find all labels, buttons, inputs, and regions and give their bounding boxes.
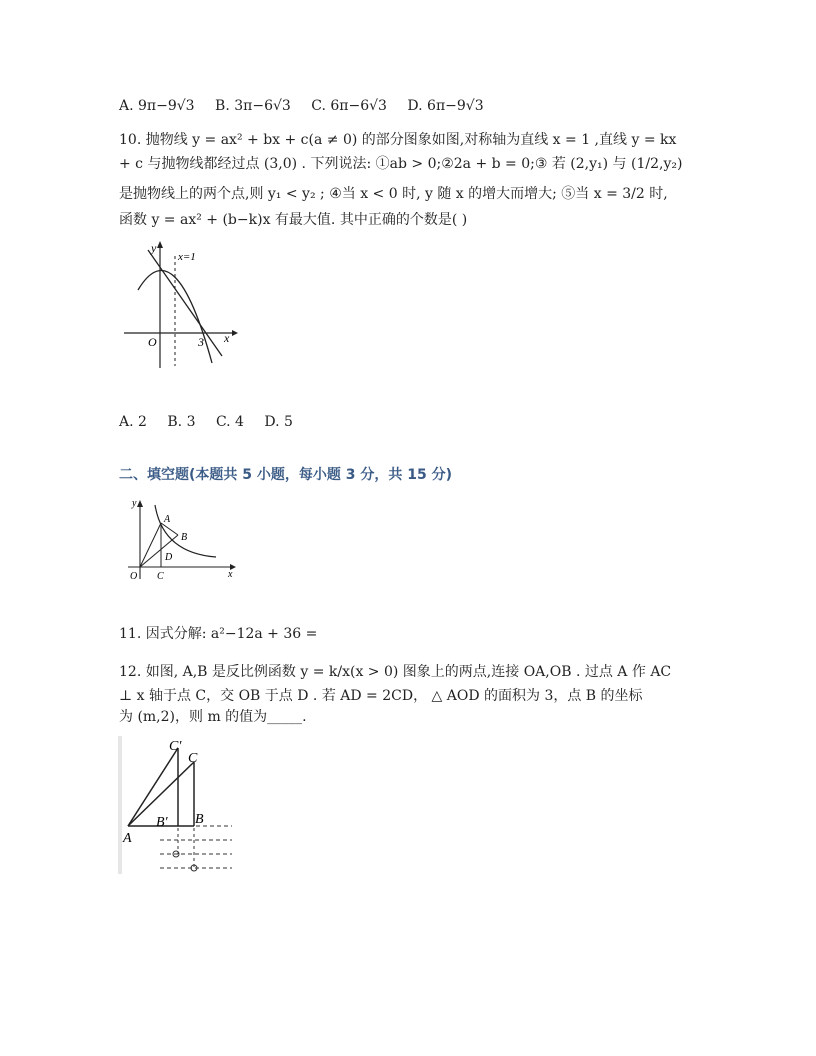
q12-line-3: 为 (m,2)，则 m 的值为_____.: [119, 709, 307, 725]
y-axis-label: y: [132, 498, 137, 509]
origin-label: O: [148, 335, 157, 349]
scan-edge: [118, 736, 122, 874]
q10-option-a: A. 2: [119, 414, 147, 430]
section-heading: 二、填空题(本题共 5 小题，每小题 3 分，共 15 分): [119, 467, 453, 483]
q9-option-d: D. 6π−9√3: [407, 98, 484, 114]
straight-line: [148, 250, 222, 356]
point-b-prime-label: B′: [156, 815, 168, 830]
translation-figure: [118, 736, 243, 874]
symmetry-label: x=1: [178, 251, 196, 263]
hyperbola-curve: [155, 505, 216, 557]
q12-line-1: 12. 如图, A,B 是反比例函数 y = k/x(x > 0) 图象上的两点,连接 OA,OB . 过点 A 作 AC: [119, 664, 672, 680]
y-axis-label: y: [151, 241, 157, 255]
origin-label: O: [130, 571, 138, 582]
q10-option-d: D. 5: [264, 414, 293, 430]
q10-line-2: + c 与抛物线都经过点 (3,0) . 下列说法: ①ab > 0;②2a + b = 0;③ 若 (2,y₁) 与 (1/2,y₂): [119, 156, 683, 172]
x-axis-label: x: [224, 331, 230, 345]
q11-text: 11. 因式分解: a²−12a + 36 =: [119, 626, 318, 642]
segment-oa: [140, 523, 161, 567]
q10-parabola-figure: [118, 238, 248, 373]
q10-line-1: 10. 抛物线 y = ax² + bx + c(a ≠ 0) 的部分图象如图,对称轴为直线 x = 1 ,直线 y = kx: [119, 132, 677, 148]
point-d-label: D: [165, 552, 173, 563]
q10-option-b: B. 3: [167, 414, 196, 430]
y-axis-arrow-icon: [137, 500, 143, 507]
q12-line-2: ⊥ x 轴于点 C，交 OB 于点 D . 若 AD = 2CD， △ AOD 的面积为 3，点 B 的坐标: [119, 688, 643, 704]
y-axis-arrow-icon: [157, 241, 163, 248]
point-c-prime-label: C′: [169, 739, 182, 754]
q10-options: [119, 412, 309, 432]
q10-option-c: C. 4: [215, 414, 244, 430]
q9-option-a: A. 9π−9√3: [119, 98, 195, 114]
segment-ac-prime: [128, 748, 178, 826]
point-a-label: A: [164, 514, 171, 525]
x-axis-label: x: [228, 569, 233, 580]
x-axis-arrow-icon: [232, 330, 238, 336]
point-b-label: B: [195, 812, 204, 827]
q9-option-b: B. 3π−6√3: [215, 98, 291, 114]
x-mark-3: 3: [198, 335, 204, 349]
point-b-label: B: [181, 532, 188, 543]
hyperbola-figure: [118, 493, 243, 583]
q10-line-4: 函数 y = ax² + (b−k)x 有最大值. 其中正确的个数是( ): [119, 212, 468, 228]
point-c-label: C: [157, 571, 164, 582]
q9-options: [119, 96, 500, 116]
point-a-label: A: [123, 831, 132, 846]
q10-line-3: 是抛物线上的两个点,则 y₁ < y₂ ; ④当 x < 0 时, y 随 x 的增大而增大; ⑤当 x = 3/2 时,: [119, 186, 668, 202]
q9-option-c: C. 6π−6√3: [311, 98, 387, 114]
point-c-label: C: [188, 751, 198, 766]
segment-ob: [140, 535, 178, 567]
